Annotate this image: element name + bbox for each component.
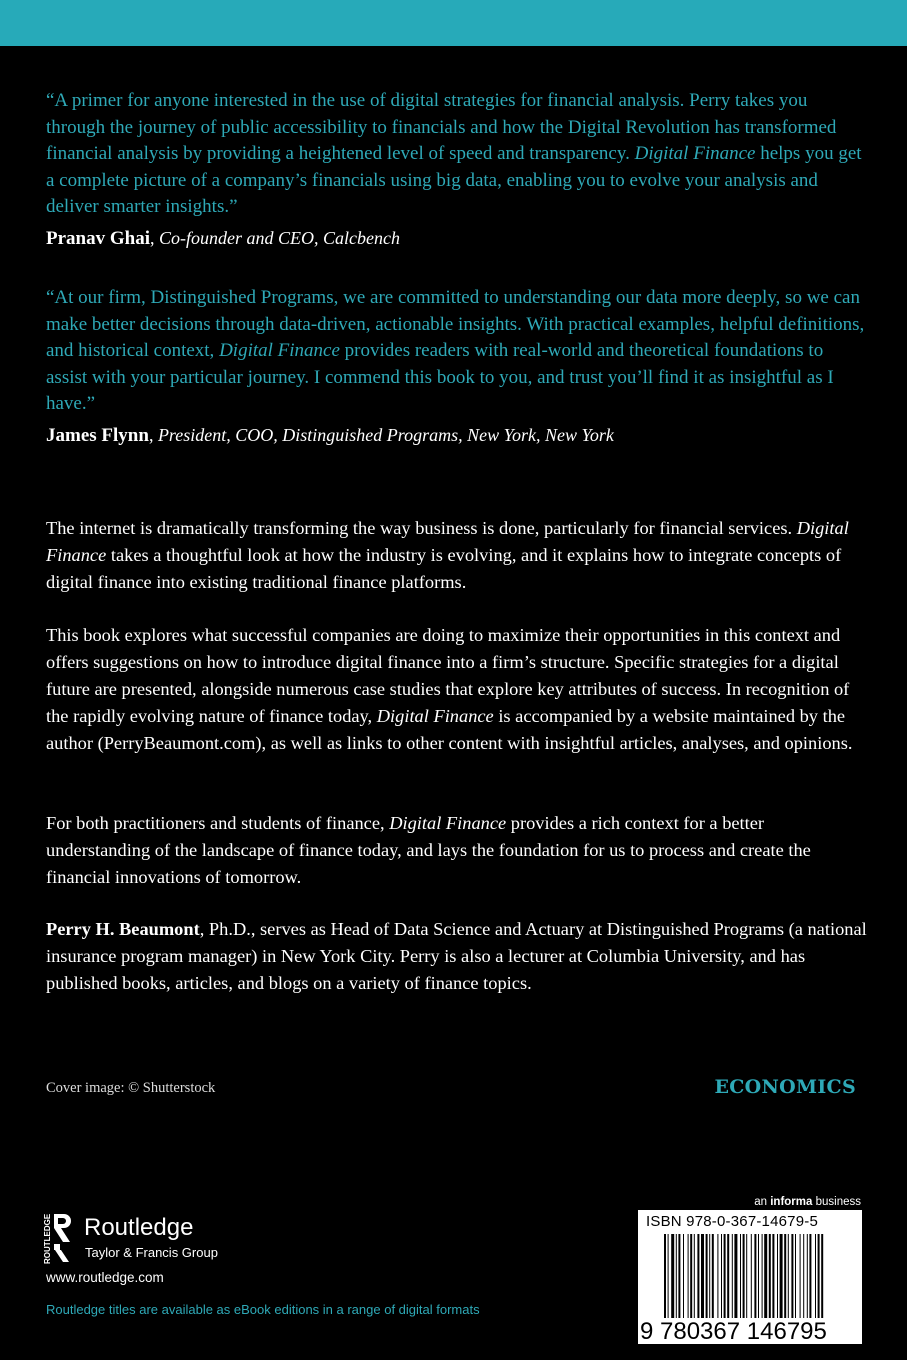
paragraph-text: is accompanied by a website maintained by the author (PerryBeaumont.com), as well as links to other content with insightful articles, analyses, and opinions. [46,705,853,753]
description-paragraph-3 [46,810,868,891]
barcode-bar [721,1234,722,1318]
author-name: Perry H. Beaumont [46,919,200,939]
barcode-bar [664,1234,666,1318]
informa-suffix: business [812,1196,861,1208]
paragraph-text: takes a thoughtful look at how the industry is evolving, and it explains how to integrate concepts of digital finance into existing traditional finance platforms. [46,544,842,592]
barcode-bar [706,1234,708,1318]
paragraph-text: For both practitioners and students of finance, [46,813,390,833]
paragraph-text: provides a rich context for a better understanding of the landscape of finance today, and lays the foundation for us to process and create the financial innovations of tomorrow. [46,813,811,887]
description-paragraph-2 [46,622,868,757]
isbn-label: ISBN 978-0-367-14679-5 [646,1213,819,1230]
author-bio-text: , Ph.D., serves as Head of Data Science and Actuary at Distinguished Programs (a national insurance program manager) in New York City. Perry is also a lecturer at Columbia University, and has published books, articles, and blogs on a variety of finance topics. [46,919,867,993]
barcode-bar [740,1234,741,1318]
top-color-band [0,0,907,46]
barcode-bar [690,1234,692,1318]
barcode-bar [754,1234,756,1318]
isbn-barcode [638,1210,862,1344]
barcode-bar [809,1234,811,1318]
book-title-italic: Digital Finance [376,705,494,726]
barcode-bar [724,1234,726,1318]
book-title-italic: Digital Finance [46,518,849,565]
paragraph-text: This book explores what successful companies are doing to maximize their opportunities in this context and offers suggestions on how to introduce digital finance into a firm’s structure. Specific strategies for a digital future are presented, alongside numerous case studies that explore key attributes of success. In recognition of the rapidly evolving nature of finance today, [46,625,850,726]
paragraph-text: The internet is dramatically transforming the way business is done, particularly for financial services. [46,518,797,538]
barcode-bar [694,1234,695,1318]
barcode-bar [784,1234,786,1318]
barcode-bar [732,1234,733,1318]
quote-text: “A primer for anyone interested in the use of digital strategies for financial analysis. Perry takes you through the journey of public accessibility to financials and how the Digital Revolution has transformed financial analysis by providing a heightened level of speed and transparency. [46,90,837,165]
routledge-vertical-wordmark: ROUTLEDGE [43,1213,52,1264]
endorser-role: President, COO, Distinguished Programs, New York, New York [157,425,614,445]
barcode-bar [795,1234,796,1318]
ebook-note: Routledge titles are available as eBook editions in a range of digital formats [46,1302,480,1317]
quote-text: provides readers with real-world and theoretical foundations to assist with your particular journey. I commend this book to you, and trust you’ll find it as insightful as I have.” [46,340,834,415]
barcode-bar [671,1234,674,1318]
endorsement-quote-2 [46,285,866,418]
informa-business-tag [754,1196,861,1208]
informa-brand: informa [770,1196,813,1208]
book-title-italic: Digital Finance [634,143,756,165]
endorser-role: Co-founder and CEO, Calcbench [158,228,400,248]
barcode-bar [697,1234,699,1318]
routledge-logo [44,1212,244,1264]
barcode-bar [807,1234,808,1318]
barcode-bar [788,1234,789,1318]
routledge-r-icon [44,1212,74,1264]
category-label: ECONOMICS [714,1076,856,1098]
barcode-bar [751,1234,752,1318]
barcode-bar [815,1234,816,1318]
endorsement-attribution-1: Pranav Ghai, Co-founder and CEO, Calcbench [46,228,400,249]
barcode-bar [791,1234,793,1318]
cover-image-credit: Cover image: © Shutterstock [46,1080,216,1096]
barcode-bar [683,1234,684,1318]
endorser-name: Pranav Ghai [46,228,150,249]
barcode-bar [777,1234,778,1318]
author-bio [46,916,868,997]
barcode-bar [712,1234,714,1318]
barcode-bar [688,1234,689,1318]
barcode-bar [821,1234,823,1318]
endorsement-quote-1 [46,88,866,221]
barcode-bar [717,1234,718,1318]
barcode-bar [803,1234,804,1318]
barcode-bar [758,1234,759,1318]
barcode-bar [678,1234,680,1318]
informa-prefix: an [754,1196,771,1208]
quote-text: helps you get a complete picture of a company’s financials using big data, enabling you to evolve your analysis and deliver smarter insights.” [46,143,862,218]
endorsement-attribution-2: James Flynn, President, COO, Distinguished Programs, New York, New York [46,425,614,446]
publisher-website[interactable]: www.routledge.com [46,1270,164,1285]
barcode-bar [727,1234,729,1318]
ean-digits: 9 780367 146795 [640,1318,827,1345]
book-title-italic: Digital Finance [219,340,340,362]
barcode-bar [734,1234,737,1318]
barcode-bar [701,1234,704,1318]
barcode-bar [769,1234,771,1318]
barcode-bar [676,1234,677,1318]
barcode-bar [668,1234,669,1318]
barcode-bar [743,1234,745,1318]
description-paragraph-1 [46,515,868,596]
barcode-bar [772,1234,774,1318]
barcode-bar [762,1234,763,1318]
barcode-bar [780,1234,783,1318]
barcode-bar [764,1234,767,1318]
barcode-bar [800,1234,801,1318]
barcode-bar [818,1234,820,1318]
endorser-name: James Flynn [46,425,149,446]
quote-text: “At our firm, Distinguished Programs, we are committed to understanding our data more deeply, so we can make better decisions through data-driven, actionable insights. With practical examples, helpful definitions, and historical context, [46,287,865,362]
publisher-group: Taylor & Francis Group [85,1245,218,1260]
barcode-bar [709,1234,710,1318]
barcode-bar [746,1234,747,1318]
book-title-italic: Digital Finance [389,813,507,833]
publisher-name: Routledge [84,1214,194,1241]
